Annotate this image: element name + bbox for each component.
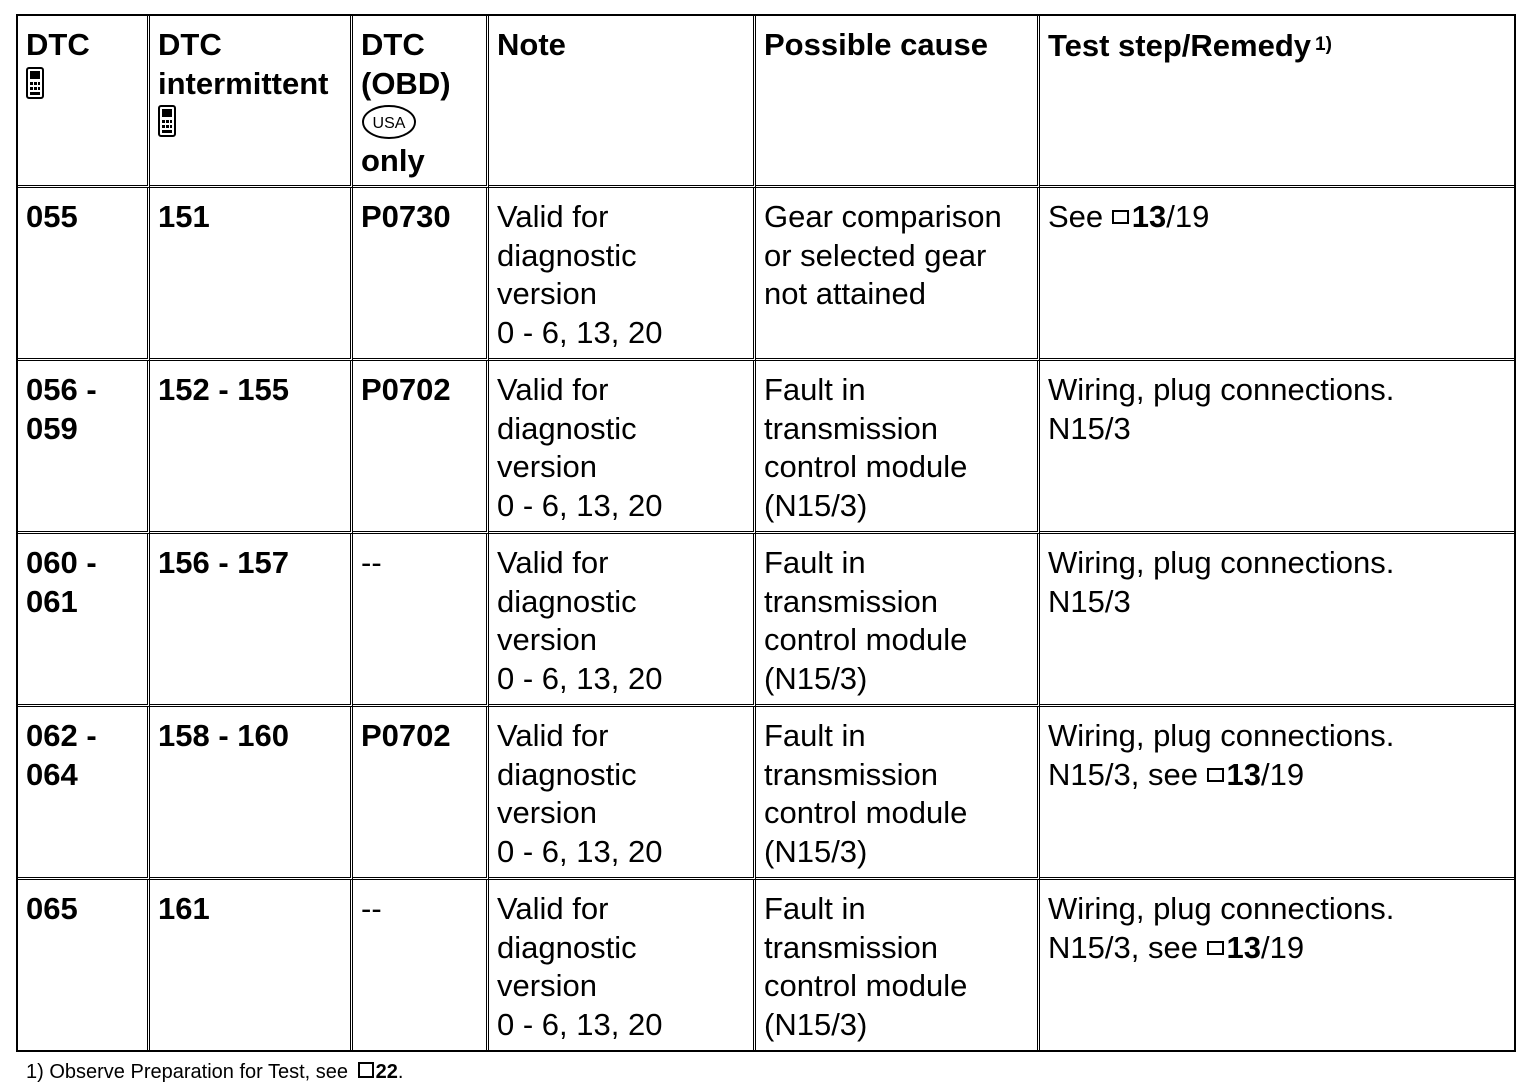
cell-dtc: 055 bbox=[18, 188, 150, 361]
cell-note: Valid for diagnostic version 0 - 6, 13, 20 bbox=[489, 880, 756, 1050]
table-row bbox=[18, 188, 1514, 361]
cell-note: Valid for diagnostic version 0 - 6, 13, 20 bbox=[489, 534, 756, 707]
cell-remedy bbox=[1040, 188, 1514, 361]
table-row bbox=[18, 534, 1514, 707]
table-header-row bbox=[18, 16, 1514, 188]
cell-remedy: Wiring, plug connections. N15/3 bbox=[1040, 361, 1514, 534]
footnote: 1) Observe Preparation for Test, see 22. bbox=[26, 1061, 404, 1083]
reference-box-icon bbox=[358, 1062, 374, 1078]
reference-box-icon bbox=[1112, 210, 1129, 224]
cell-possible-cause: Fault in transmission control module (N15/3) bbox=[756, 534, 1040, 707]
cell-dtc: 060 - 061 bbox=[18, 534, 150, 707]
table-row bbox=[18, 880, 1514, 1050]
cell-dtc-intermittent: 158 - 160 bbox=[150, 707, 353, 880]
cell-note: Valid for diagnostic version 0 - 6, 13, 20 bbox=[489, 361, 756, 534]
footnote-marker: 1) bbox=[1315, 34, 1332, 55]
cell-possible-cause: Gear comparison or selected gear not attained bbox=[756, 188, 1040, 361]
cell-dtc-obd: P0730 bbox=[353, 188, 489, 361]
cell-dtc: 056 - 059 bbox=[18, 361, 150, 534]
cell-dtc-obd: -- bbox=[353, 534, 489, 707]
cell-dtc-intermittent: 152 - 155 bbox=[150, 361, 353, 534]
cell-note: Valid for diagnostic version 0 - 6, 13, 20 bbox=[489, 707, 756, 880]
cell-possible-cause: Fault in transmission control module (N15/3) bbox=[756, 361, 1040, 534]
cell-dtc: 062 - 064 bbox=[18, 707, 150, 880]
usa-badge-icon bbox=[361, 104, 417, 140]
cell-dtc-intermittent: 151 bbox=[150, 188, 353, 361]
header-dtc: DTC bbox=[18, 16, 150, 188]
header-test-step-remedy: Test step/Remedy $^{1)}$ bbox=[1040, 16, 1514, 188]
cell-remedy: Wiring, plug connections. N15/3, see 13/19 bbox=[1040, 707, 1514, 880]
reference-link[interactable]: See 13/19 bbox=[1048, 199, 1210, 234]
cell-remedy: Wiring, plug connections. N15/3, see 13/19 bbox=[1040, 880, 1514, 1050]
cell-possible-cause: Fault in transmission control module (N15/3) bbox=[756, 707, 1040, 880]
table-row bbox=[18, 361, 1514, 534]
cell-dtc-obd: P0702 bbox=[353, 361, 489, 534]
dtc-table bbox=[16, 14, 1516, 1052]
cell-dtc-intermittent: 156 - 157 bbox=[150, 534, 353, 707]
cell-dtc: 065 bbox=[18, 880, 150, 1050]
cell-dtc-obd: P0702 bbox=[353, 707, 489, 880]
header-dtc-obd: DTC (OBD) USA only bbox=[353, 16, 489, 188]
reference-link[interactable]: N15/3, see 13/19 bbox=[1048, 756, 1305, 792]
table-row bbox=[18, 707, 1514, 880]
header-dtc-intermittent: DTC intermittent bbox=[150, 16, 353, 188]
cell-remedy: Wiring, plug connections. N15/3 bbox=[1040, 534, 1514, 707]
diagnostic-tester-icon bbox=[26, 67, 44, 99]
diagnostic-tester-icon bbox=[158, 105, 176, 137]
header-note: Note bbox=[489, 16, 756, 188]
cell-dtc-intermittent: 161 bbox=[150, 880, 353, 1050]
reference-box-icon bbox=[1207, 941, 1224, 955]
cell-dtc-obd: -- bbox=[353, 880, 489, 1050]
cell-note: Valid for diagnostic version 0 - 6, 13, 20 bbox=[489, 188, 756, 361]
header-possible-cause: Possible cause bbox=[756, 16, 1040, 188]
reference-link[interactable]: N15/3, see 13/19 bbox=[1048, 929, 1305, 965]
footnote-reference[interactable]: 22 bbox=[375, 1061, 398, 1083]
usa-label: USA bbox=[372, 115, 406, 132]
reference-box-icon bbox=[1207, 768, 1224, 782]
cell-possible-cause: Fault in transmission control module (N15/3) bbox=[756, 880, 1040, 1050]
